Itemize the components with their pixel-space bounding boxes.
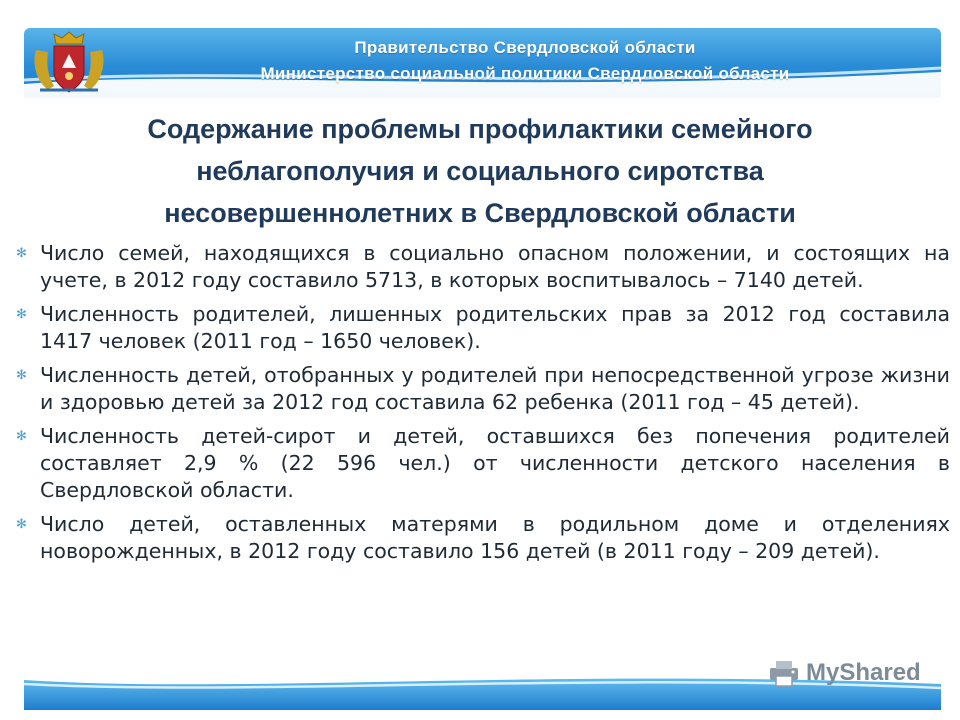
bullet-star-icon: ✻ (16, 429, 27, 444)
title-line-3: несовершеннолетних в Свердловской области (164, 198, 796, 228)
bullet-text: Численность родителей, лишенных родительских прав за 2012 год составила 1417 человек (2011 год – 1650 человек). (40, 302, 950, 353)
bullet-text: Численность детей, отобранных у родителей при непосредственной угрозе жизни и здоровью детей за 2012 год составила 62 ребенка (2011 год – 45 детей). (40, 363, 950, 414)
bullet-text: Число детей, оставленных матерями в родильном доме и отделениях новорожденных, в 2012 году составило 156 детей (в 2011 году – 209 детей). (40, 512, 950, 563)
title-line-1: Содержание проблемы профилактики семейного (147, 114, 813, 144)
bullet-star-icon: ✻ (16, 246, 27, 261)
bullet-star-icon: ✻ (16, 368, 27, 383)
bullet-star-icon: ✻ (16, 517, 27, 532)
government-name: Правительство Свердловской области (354, 38, 696, 57)
list-item (14, 240, 950, 294)
list-item (14, 301, 950, 355)
slide-title (40, 108, 920, 234)
ministry-name: Министерство социальной политики Свердловской области (260, 64, 790, 83)
bullet-star-icon: ✻ (16, 307, 27, 322)
bullet-text: Численность детей-сирот и детей, оставшихся без попечения родителей составляет 2,9 % (22 596 чел.) от численности детского населения в Свердловской области. (40, 424, 950, 502)
printer-icon (768, 658, 800, 688)
bullet-list (14, 240, 950, 572)
list-item (14, 511, 950, 565)
watermark-logo (768, 656, 921, 690)
list-item (14, 362, 950, 416)
bullet-text: Число семей, находящихся в социально опасном положении, и состоящих на учете, в 2012 году составило 5713, в которых воспитывалось – 7140 детей. (40, 241, 950, 292)
title-line-2: неблагополучия и социального сиротства (196, 156, 764, 186)
list-item (14, 423, 950, 504)
watermark-text: MyShared (806, 659, 921, 686)
